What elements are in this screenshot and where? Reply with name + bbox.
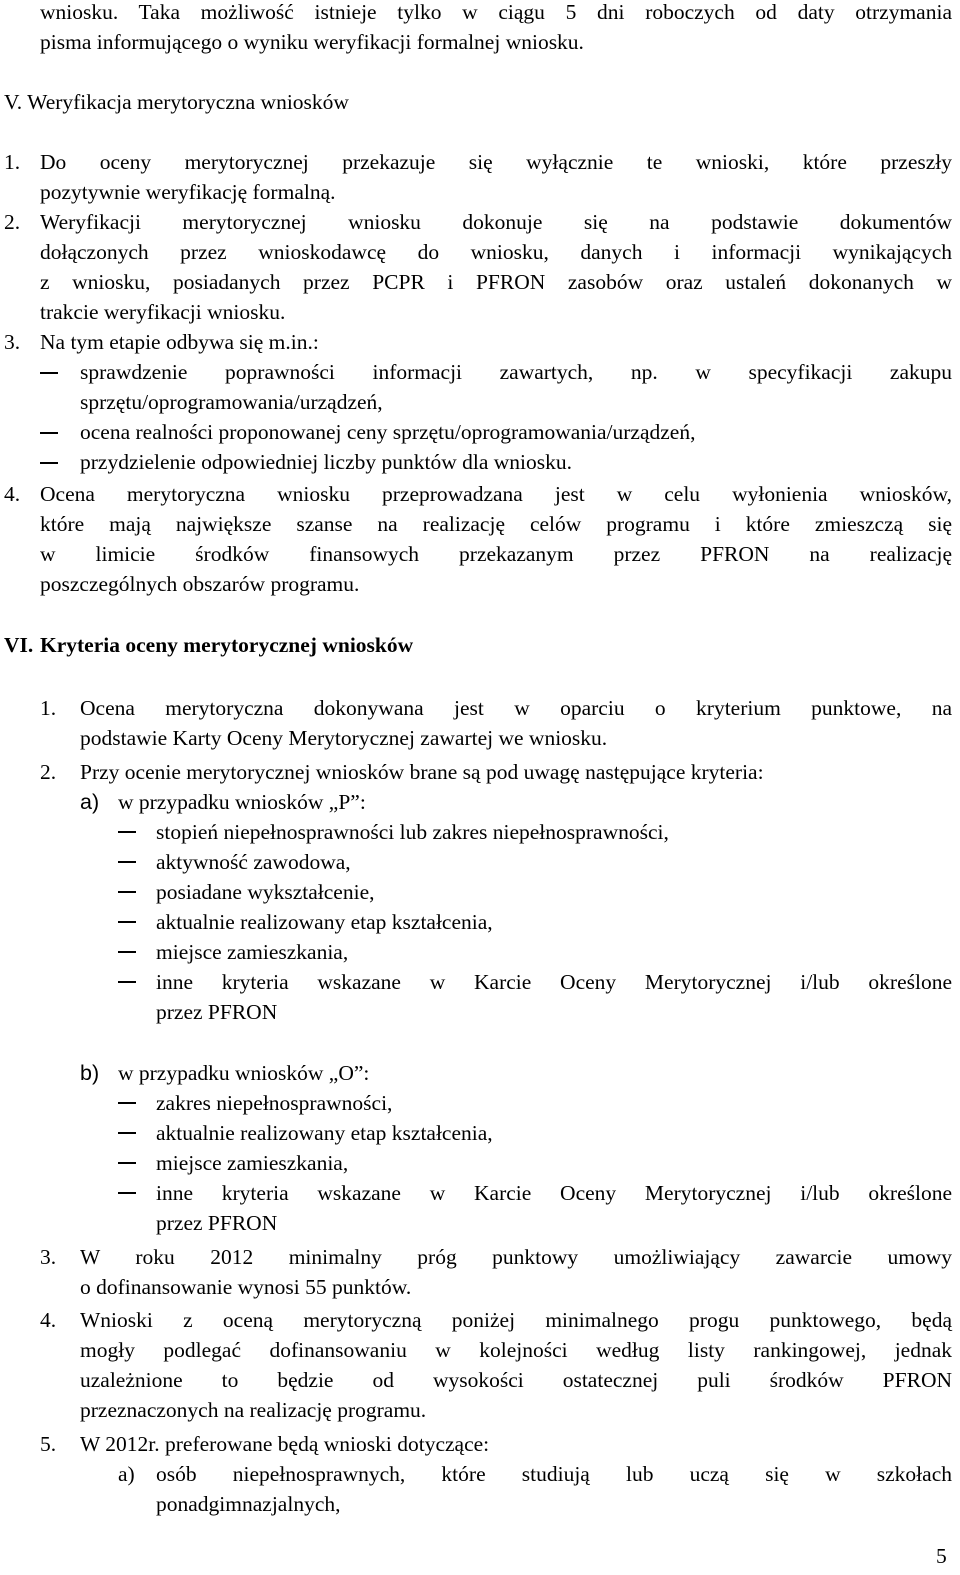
bullet-line: przydzielenie odpowiedniej liczby punktów dla wniosku.: [80, 450, 572, 474]
list-item-line: pozytywnie weryfikację formalną.: [40, 180, 336, 204]
bullet-line: inne kryteria wskazane w Karcie Oceny Merytorycznej i/lub określone: [156, 1181, 952, 1205]
bullet-line: sprawdzenie poprawności informacji zawartych, np. w specyfikacji zakupu: [80, 360, 952, 384]
list-number: 1.: [40, 696, 57, 720]
sub-label: b): [80, 1061, 100, 1085]
dash-bullet: [118, 831, 136, 833]
dash-bullet: [40, 432, 58, 434]
bullet-line: zakres niepełnosprawności,: [156, 1091, 393, 1115]
list-item-line: trakcie weryfikacji wniosku.: [40, 300, 286, 324]
list-number: 2.: [4, 210, 21, 234]
list-item-line: podstawie Karty Oceny Merytorycznej zawartej we wniosku.: [80, 726, 608, 750]
bullet-line: aktualnie realizowany etap kształcenia,: [156, 1121, 493, 1145]
list-number: 3.: [40, 1245, 57, 1269]
paragraph-line: pisma informującego o wyniku weryfikacji formalnej wniosku.: [40, 30, 584, 54]
section-number: VI.: [4, 633, 34, 657]
list-item-line: Na tym etapie odbywa się m.in.:: [40, 330, 319, 354]
dash-bullet: [118, 1102, 136, 1104]
list-number: 4.: [4, 482, 21, 506]
list-item-line: dołączonych przez wnioskodawcę do wniosku, danych i informacji wynikających: [40, 240, 952, 264]
list-number: 4.: [40, 1308, 57, 1332]
list-item-line: W 2012r. preferowane będą wnioski dotyczące:: [80, 1432, 490, 1456]
dash-bullet: [118, 1162, 136, 1164]
sub-item-line: w przypadku wniosków „O”:: [118, 1061, 370, 1085]
sub-label: a): [80, 790, 100, 814]
list-item-line: które mają największe szanse na realizację celów programu i które zmieszczą się: [40, 512, 952, 536]
dash-bullet: [118, 951, 136, 953]
bullet-line: inne kryteria wskazane w Karcie Oceny Merytorycznej i/lub określone: [156, 970, 952, 994]
list-item-line: uzależnione to będzie od wysokości ostatecznej puli środków PFRON: [80, 1368, 952, 1392]
list-number: 2.: [40, 760, 57, 784]
list-item-line: poszczególnych obszarów programu.: [40, 572, 360, 596]
list-number: 3.: [4, 330, 21, 354]
page-number: 5: [936, 1544, 947, 1568]
list-item-line: Przy ocenie merytorycznej wniosków brane są pod uwagę następujące kryteria:: [80, 760, 764, 784]
bullet-line: miejsce zamieszkania,: [156, 1151, 349, 1175]
list-item-line: o dofinansowanie wynosi 55 punktów.: [80, 1275, 412, 1299]
bullet-line: aktualnie realizowany etap kształcenia,: [156, 910, 493, 934]
dash-bullet: [118, 891, 136, 893]
bullet-line: przez PFRON: [156, 1211, 278, 1235]
dash-bullet: [40, 462, 58, 464]
bullet-line: przez PFRON: [156, 1000, 278, 1024]
list-item-line: mogły podlegać dofinansowaniu w kolejności według listy rankingowej, jednak: [80, 1338, 952, 1362]
bullet-line: posiadane wykształcenie,: [156, 880, 375, 904]
list-item-line: Weryfikacji merytorycznej wniosku dokonuje się na podstawie dokumentów: [40, 210, 952, 234]
bullet-line: miejsce zamieszkania,: [156, 940, 349, 964]
dash-bullet: [118, 861, 136, 863]
list-item-line: w limicie środków finansowych przekazanym przez PFRON na realizację: [40, 542, 952, 566]
bullet-line: sprzętu/oprogramowania/urządzeń,: [80, 390, 383, 414]
list-item-line: Wnioski z oceną merytoryczną poniżej minimalnego progu punktowego, będą: [80, 1308, 952, 1332]
bullet-line: stopień niepełnosprawności lub zakres niepełnosprawności,: [156, 820, 669, 844]
dash-bullet: [118, 981, 136, 983]
sub-item-line: w przypadku wniosków „P”:: [118, 790, 366, 814]
dash-bullet: [118, 1132, 136, 1134]
section-heading: V. Weryfikacja merytoryczna wniosków: [4, 90, 349, 114]
sub-item-line: ponadgimnazjalnych,: [156, 1492, 341, 1516]
section-heading: Kryteria oceny merytorycznej wniosków: [40, 633, 414, 657]
dash-bullet: [118, 1192, 136, 1194]
list-item-line: Ocena merytoryczna dokonywana jest w oparciu o kryterium punktowe, na: [80, 696, 952, 720]
list-item-line: Do oceny merytorycznej przekazuje się wyłącznie te wnioski, które przeszły: [40, 150, 952, 174]
bullet-line: aktywność zawodowa,: [156, 850, 351, 874]
list-item-line: z wniosku, posiadanych przez PCPR i PFRON zasobów oraz ustaleń dokonanych w: [40, 270, 952, 294]
dash-bullet: [40, 372, 58, 374]
paragraph-line: wniosku. Taka możliwość istnieje tylko w ciągu 5 dni roboczych od daty otrzymania: [40, 0, 952, 24]
list-item-line: W roku 2012 minimalny próg punktowy umożliwiający zawarcie umowy: [80, 1245, 952, 1269]
sub-label: a): [118, 1462, 135, 1486]
list-number: 5.: [40, 1432, 57, 1456]
sub-item-line: osób niepełnosprawnych, które studiują lub uczą się w szkołach: [156, 1462, 952, 1486]
bullet-line: ocena realności proponowanej ceny sprzętu/oprogramowania/urządzeń,: [80, 420, 696, 444]
list-item-line: Ocena merytoryczna wniosku przeprowadzana jest w celu wyłonienia wniosków,: [40, 482, 952, 506]
dash-bullet: [118, 921, 136, 923]
list-item-line: przeznaczonych na realizację programu.: [80, 1398, 427, 1422]
list-number: 1.: [4, 150, 21, 174]
